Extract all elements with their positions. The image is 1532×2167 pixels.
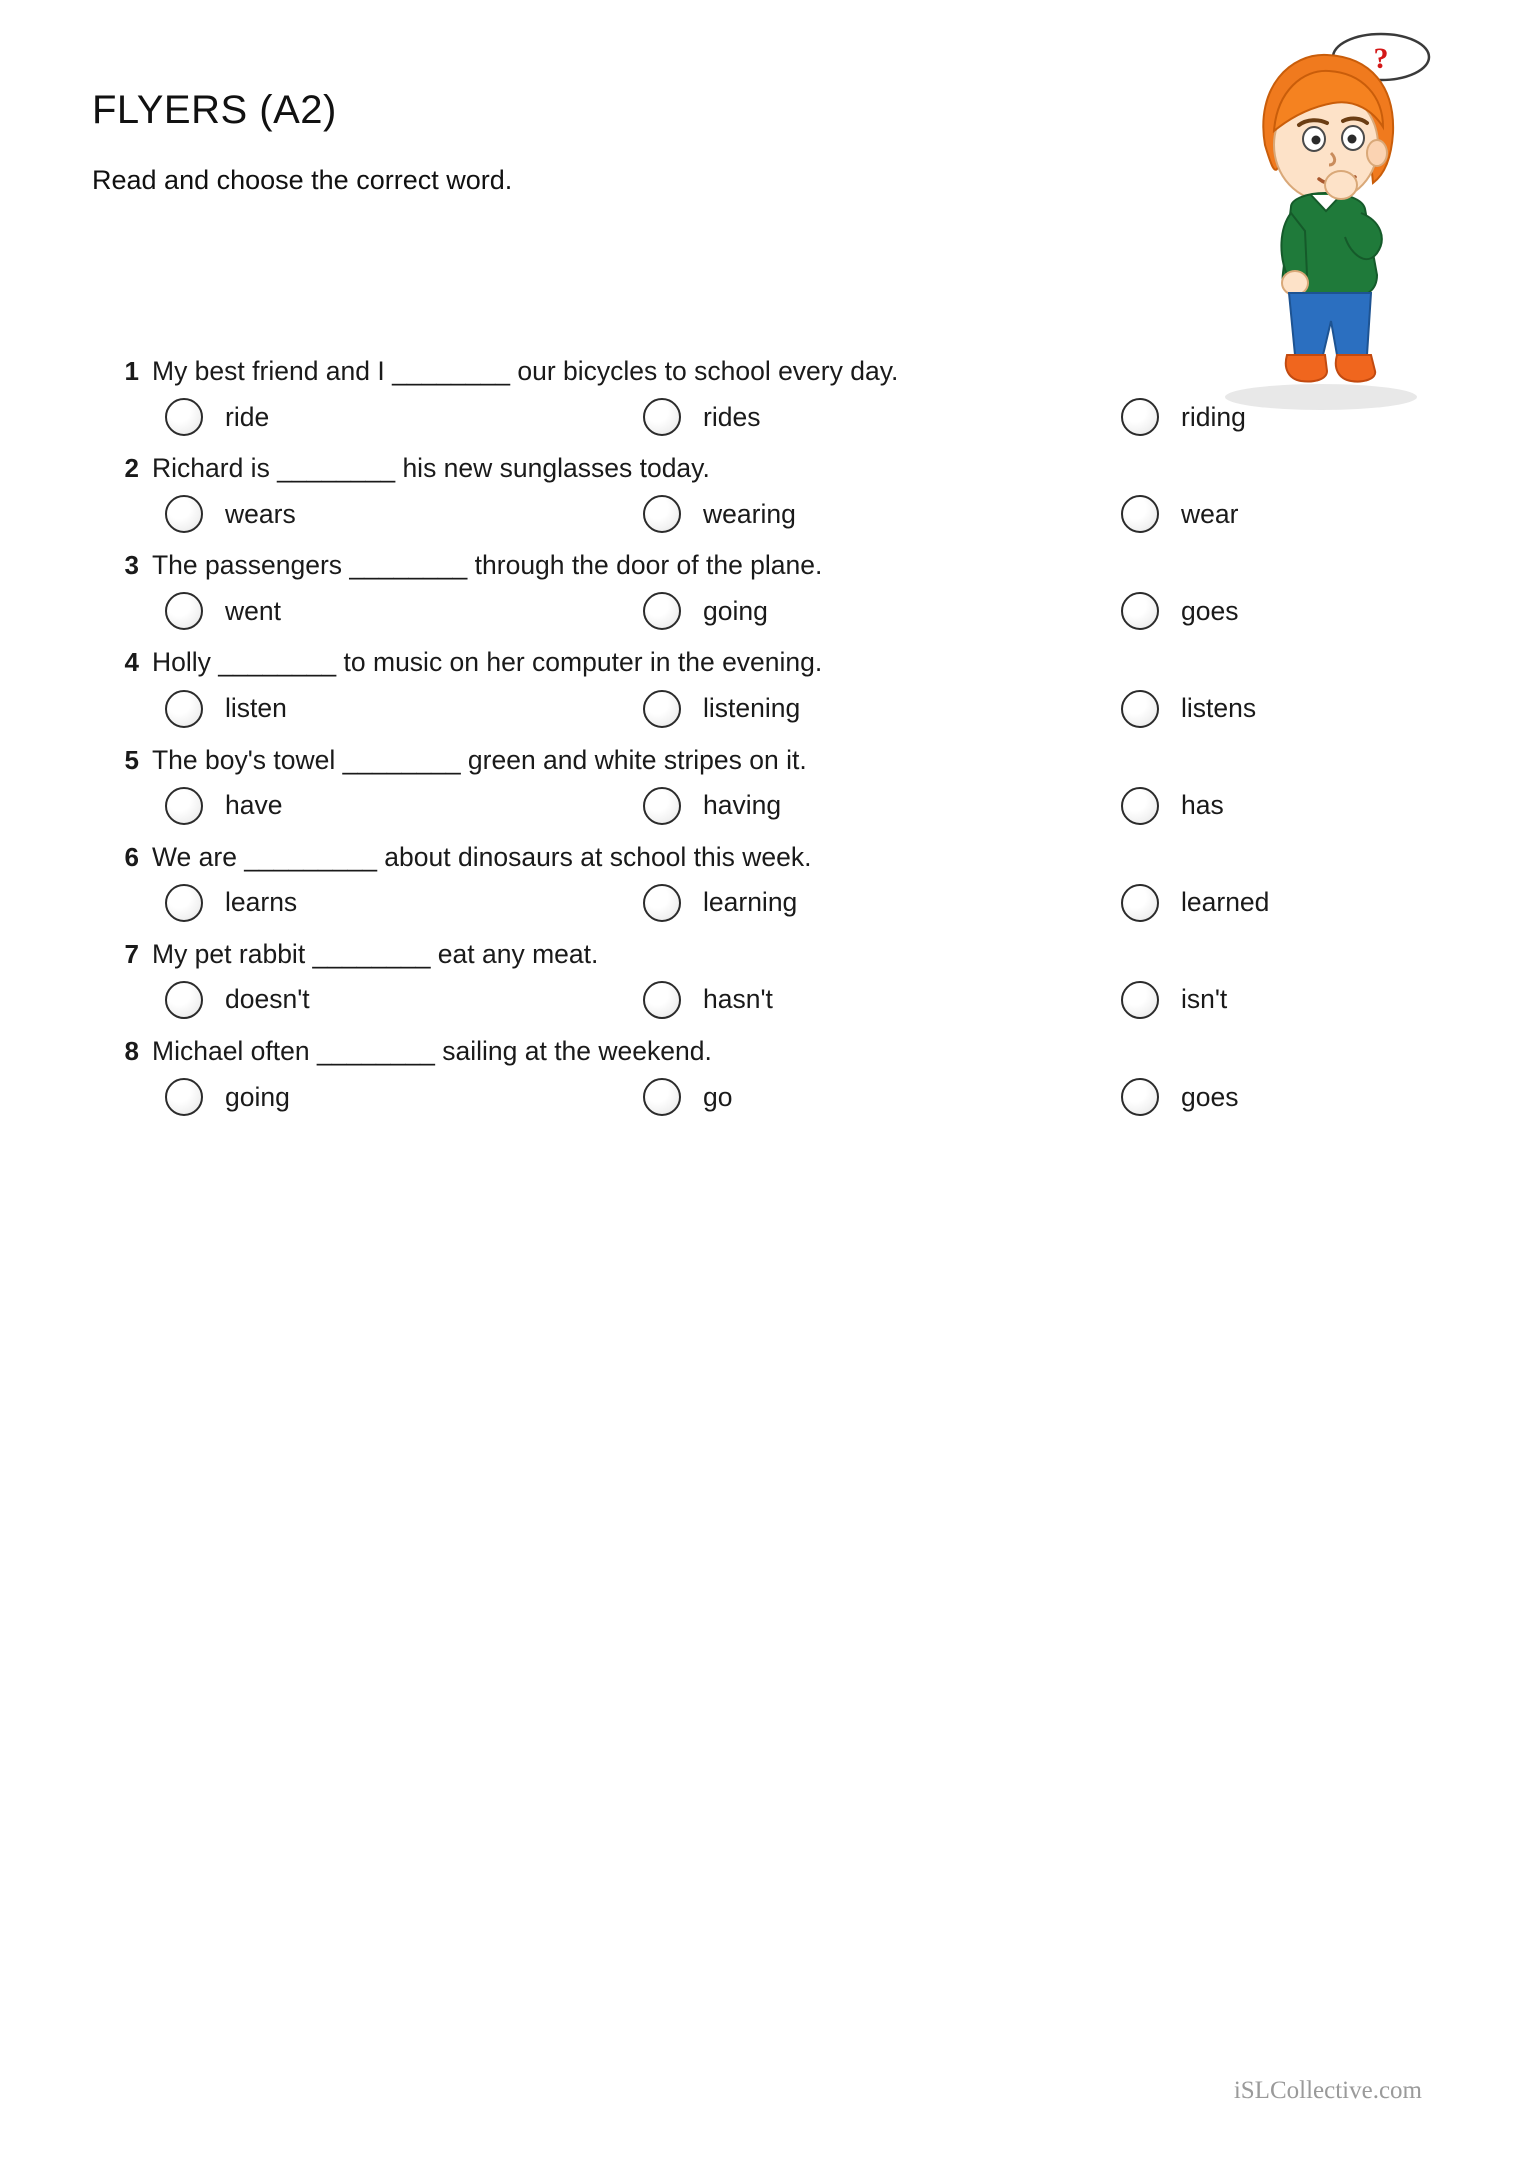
instruction-text: Read and choose the correct word. — [92, 165, 513, 195]
option-group — [110, 787, 1440, 825]
radio-button[interactable] — [1121, 495, 1159, 533]
question-number: 3 — [124, 550, 139, 581]
option-label: going — [703, 595, 768, 626]
question-item — [110, 841, 1440, 922]
question-item — [110, 744, 1440, 825]
radio-button[interactable] — [165, 884, 203, 922]
radio-button[interactable] — [1121, 981, 1159, 1019]
question-line — [110, 1035, 1440, 1068]
option-label: isn't — [1181, 984, 1228, 1015]
option-item[interactable] — [1121, 787, 1421, 825]
option-label: wears — [225, 498, 296, 529]
option-item[interactable] — [165, 495, 643, 533]
option-item[interactable] — [643, 884, 1121, 922]
question-text: We are _________ about dinosaurs at school this week. — [152, 841, 812, 872]
question-text: Michael often ________ sailing at the weekend. — [152, 1035, 712, 1066]
radio-button[interactable] — [643, 592, 681, 630]
option-item[interactable] — [165, 592, 643, 630]
option-item[interactable] — [1121, 495, 1421, 533]
option-item[interactable] — [1121, 592, 1421, 630]
option-item[interactable] — [165, 1078, 643, 1116]
radio-button[interactable] — [643, 690, 681, 728]
option-item[interactable] — [1121, 1078, 1421, 1116]
option-item[interactable] — [643, 787, 1121, 825]
option-group — [110, 884, 1440, 922]
option-label: has — [1181, 790, 1224, 821]
option-item[interactable] — [1121, 398, 1421, 436]
option-label: listening — [703, 693, 801, 723]
option-label: learned — [1181, 887, 1270, 918]
question-number: 8 — [124, 1035, 139, 1066]
question-text: Richard is ________ his new sunglasses today. — [152, 453, 710, 484]
radio-button[interactable] — [165, 787, 203, 825]
option-label: went — [225, 595, 281, 626]
radio-button[interactable] — [643, 981, 681, 1019]
question-line — [110, 355, 1440, 388]
radio-button[interactable] — [643, 1078, 681, 1116]
question-item — [110, 549, 1440, 630]
radio-button[interactable] — [165, 398, 203, 436]
question-item — [110, 938, 1440, 1019]
option-item[interactable] — [165, 787, 643, 825]
question-number: 6 — [124, 841, 139, 872]
option-item[interactable] — [1121, 690, 1421, 728]
option-label: goes — [1181, 1081, 1239, 1112]
option-label: go — [703, 1081, 733, 1112]
radio-button[interactable] — [1121, 1078, 1159, 1116]
option-item[interactable] — [643, 1078, 1121, 1116]
page-title: FLYERS (A2) — [92, 88, 337, 132]
option-label: ride — [225, 401, 270, 432]
question-item — [110, 355, 1440, 436]
option-item[interactable] — [1121, 981, 1421, 1019]
option-item[interactable] — [1121, 884, 1421, 922]
option-label: hasn't — [703, 984, 773, 1015]
radio-button[interactable] — [1121, 787, 1159, 825]
option-item[interactable] — [643, 592, 1121, 630]
option-item[interactable] — [165, 884, 643, 922]
option-group — [110, 1078, 1440, 1116]
radio-button[interactable] — [1121, 398, 1159, 436]
radio-button[interactable] — [165, 1078, 203, 1116]
radio-button[interactable] — [165, 981, 203, 1019]
option-label: goes — [1181, 595, 1239, 626]
option-label: rides — [703, 401, 761, 432]
radio-button[interactable] — [1121, 592, 1159, 630]
question-line — [110, 452, 1440, 485]
radio-button[interactable] — [643, 787, 681, 825]
question-item — [110, 452, 1440, 533]
site-credit: iSLCollective.com — [1233, 2077, 1422, 2104]
question-line — [110, 841, 1440, 874]
option-label: listen — [225, 693, 287, 723]
questions-list — [110, 355, 1440, 1132]
option-label: have — [225, 790, 283, 821]
radio-button[interactable] — [1121, 690, 1159, 728]
worksheet-header — [92, 88, 1192, 196]
radio-button[interactable] — [643, 884, 681, 922]
option-label: wear — [1181, 498, 1239, 529]
option-label: having — [703, 790, 782, 821]
option-label: listens — [1181, 693, 1257, 723]
option-group — [110, 398, 1440, 436]
radio-button[interactable] — [1121, 884, 1159, 922]
option-item[interactable] — [643, 981, 1121, 1019]
question-number: 4 — [124, 647, 139, 678]
question-line — [110, 744, 1440, 777]
radio-button[interactable] — [643, 398, 681, 436]
option-group — [110, 690, 1440, 728]
option-group — [110, 592, 1440, 630]
question-line — [110, 549, 1440, 582]
speech-bubble-question-mark: ? — [1373, 42, 1389, 75]
question-text: My best friend and I ________ our bicycles to school every day. — [152, 356, 899, 386]
option-item[interactable] — [643, 398, 1121, 436]
question-item — [110, 1035, 1440, 1116]
option-label: learns — [225, 887, 298, 918]
question-number: 1 — [124, 356, 139, 386]
question-text: My pet rabbit ________ eat any meat. — [152, 938, 599, 969]
radio-button[interactable] — [165, 495, 203, 533]
question-line — [110, 938, 1440, 971]
question-text: Holly ________ to music on her computer in the evening. — [152, 647, 823, 678]
question-number: 7 — [124, 938, 139, 969]
option-label: doesn't — [225, 984, 310, 1015]
question-text: The passengers ________ through the door of the plane. — [152, 550, 823, 581]
radio-button[interactable] — [643, 495, 681, 533]
option-label: going — [225, 1081, 290, 1112]
option-item[interactable] — [643, 690, 1121, 728]
question-number: 2 — [124, 453, 139, 484]
option-group — [110, 495, 1440, 533]
question-text: The boy's towel ________ green and white stripes on it. — [152, 744, 807, 775]
radio-button[interactable] — [165, 592, 203, 630]
option-item[interactable] — [643, 495, 1121, 533]
option-label: wearing — [703, 498, 796, 529]
option-label: riding — [1181, 401, 1246, 432]
option-label: learning — [703, 887, 798, 918]
option-item[interactable] — [165, 981, 643, 1019]
question-item — [110, 646, 1440, 727]
option-item[interactable] — [165, 690, 643, 728]
question-line — [110, 646, 1440, 679]
option-group — [110, 981, 1440, 1019]
option-item[interactable] — [165, 398, 643, 436]
radio-button[interactable] — [165, 690, 203, 728]
question-number: 5 — [124, 744, 139, 775]
